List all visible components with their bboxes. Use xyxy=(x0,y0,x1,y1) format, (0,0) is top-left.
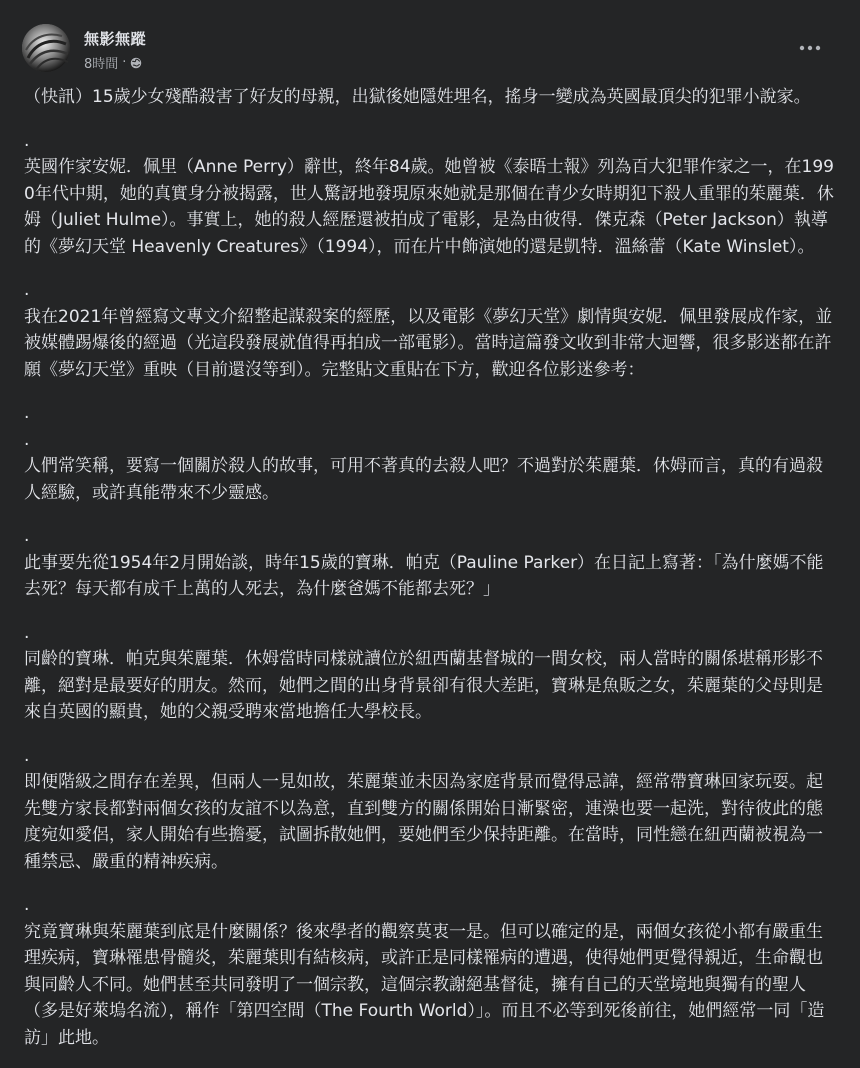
post-paragraph-separator: . xyxy=(24,429,30,450)
post-paragraph: 英國作家安妮．佩里（Anne Perry）辭世，終年84歲。她曾被《泰晤士報》列為百大犯罪作家之一，在1990年代中期，她的真實身分被揭露，世人驚訝地發現原來她就是那個在青少女時期犯下殺人重罪的茱麗葉．休姆（Juliet Hulme）。事實上，她的殺人經歷還被拍成了電影，是為由彼得．傑克森（Peter Jackson）執導的《夢幻天堂 Heavenly Creatures》（1994），而在片中飾演她的還是凱特．溫絲蕾（Kate Winslet）。 xyxy=(24,157,834,257)
post-paragraph-separator: . xyxy=(24,280,30,300)
globe-icon[interactable] xyxy=(130,57,142,69)
post-paragraph-separator: . xyxy=(24,895,30,915)
post-header xyxy=(22,24,842,74)
post-paragraph: 究竟寶琳與茱麗葉到底是什麼關係？後來學者的觀察莫衷一是。但可以確定的是，兩個女孩從小都有嚴重生理疾病，寶琳罹患骨髓炎，茱麗葉則有結核病，或許正是同樣罹病的遭遇，使得她們更覺得親近，生命觀也與同齡人不同。她們甚至共同發明了一個宗教，這個宗教謝絕基督徒，擁有自己的天堂境地與獨有的聖人（多是好萊塢名流），稱作「第四空間（The Fourth World）」。而且不必等到死後前往，她們經常一同「造訪」此地。 xyxy=(24,921,825,1048)
post-paragraph-separator: . xyxy=(24,130,30,151)
post-paragraph-separator: . xyxy=(24,526,30,546)
more-options-button[interactable] xyxy=(792,34,828,62)
post-body xyxy=(24,84,836,1068)
post-paragraph: 人們常笑稱，要寫一個關於殺人的故事，可用不著真的去殺人吧？不過對於茱麗葉．休姆而言，真的有過殺人經驗，或許真能帶來不少靈感。 xyxy=(24,456,823,503)
post-paragraph: 此事要先從1954年2月開始談，時年15歲的寶琳．帕克（Pauline Parker）在日記上寫著：「為什麼媽不能去死？每天都有成千上萬的人死去，為什麼爸媽不能都去死？」 xyxy=(24,552,824,599)
post-paragraph: 同齡的寶琳．帕克與茱麗葉．休姆當時同樣就讀位於紐西蘭基督城的一間女校，兩人當時的關係堪稱形影不離，絕對是最要好的朋友。然而，她們之間的出身背景卻有很大差距，寶琳是魚販之女，茱麗葉的父母則是來自英國的顯貴，她的父親受聘來當地擔任大學校長。 xyxy=(24,649,823,722)
more-options-icon xyxy=(799,44,821,52)
post-paragraph: 我在2021年曾經寫文專文介紹整起謀殺案的經歷，以及電影《夢幻天堂》劇情與安妮．佩里發展成作家，並被媒體踢爆後的經過（光這段發展就值得再拍成一部電影）。當時這篇發文收到非常大迴響，很多影迷都在許願《夢幻天堂》重映（目前還沒等到）。完整貼文重貼在下方，歡迎各位影迷參考： xyxy=(24,306,833,380)
post-paragraph: 即便階級之間存在差異，但兩人一見如故，茱麗葉並未因為家庭背景而覺得忌諱，經常帶寶琳回家玩耍。起先雙方家長都對兩個女孩的友誼不以為意，直到雙方的關係開始日漸緊密，連澡也要一起洗，對待彼此的態度宛如愛侶，家人開始有些擔憂，試圖拆散她們，要她們至少保持距離。在當時，同性戀在紐西蘭被視為一種禁忌、嚴重的精神疾病。 xyxy=(24,772,823,872)
post-timestamp[interactable]: 8時間 xyxy=(84,57,119,72)
post-paragraph-separator: . xyxy=(24,403,30,423)
author-name[interactable]: 無影無蹤 xyxy=(84,30,147,48)
post-paragraph: （快訊）15歲少女殘酷殺害了好友的母親，出獄後她隱姓埋名，搖身一變成為英國最頂尖的犯罪小說家。 xyxy=(24,87,811,107)
post-meta: 8時間 · xyxy=(84,53,142,72)
post-paragraph-separator: . xyxy=(24,622,30,643)
post-paragraph-separator: . xyxy=(24,745,30,766)
avatar[interactable] xyxy=(22,24,70,72)
